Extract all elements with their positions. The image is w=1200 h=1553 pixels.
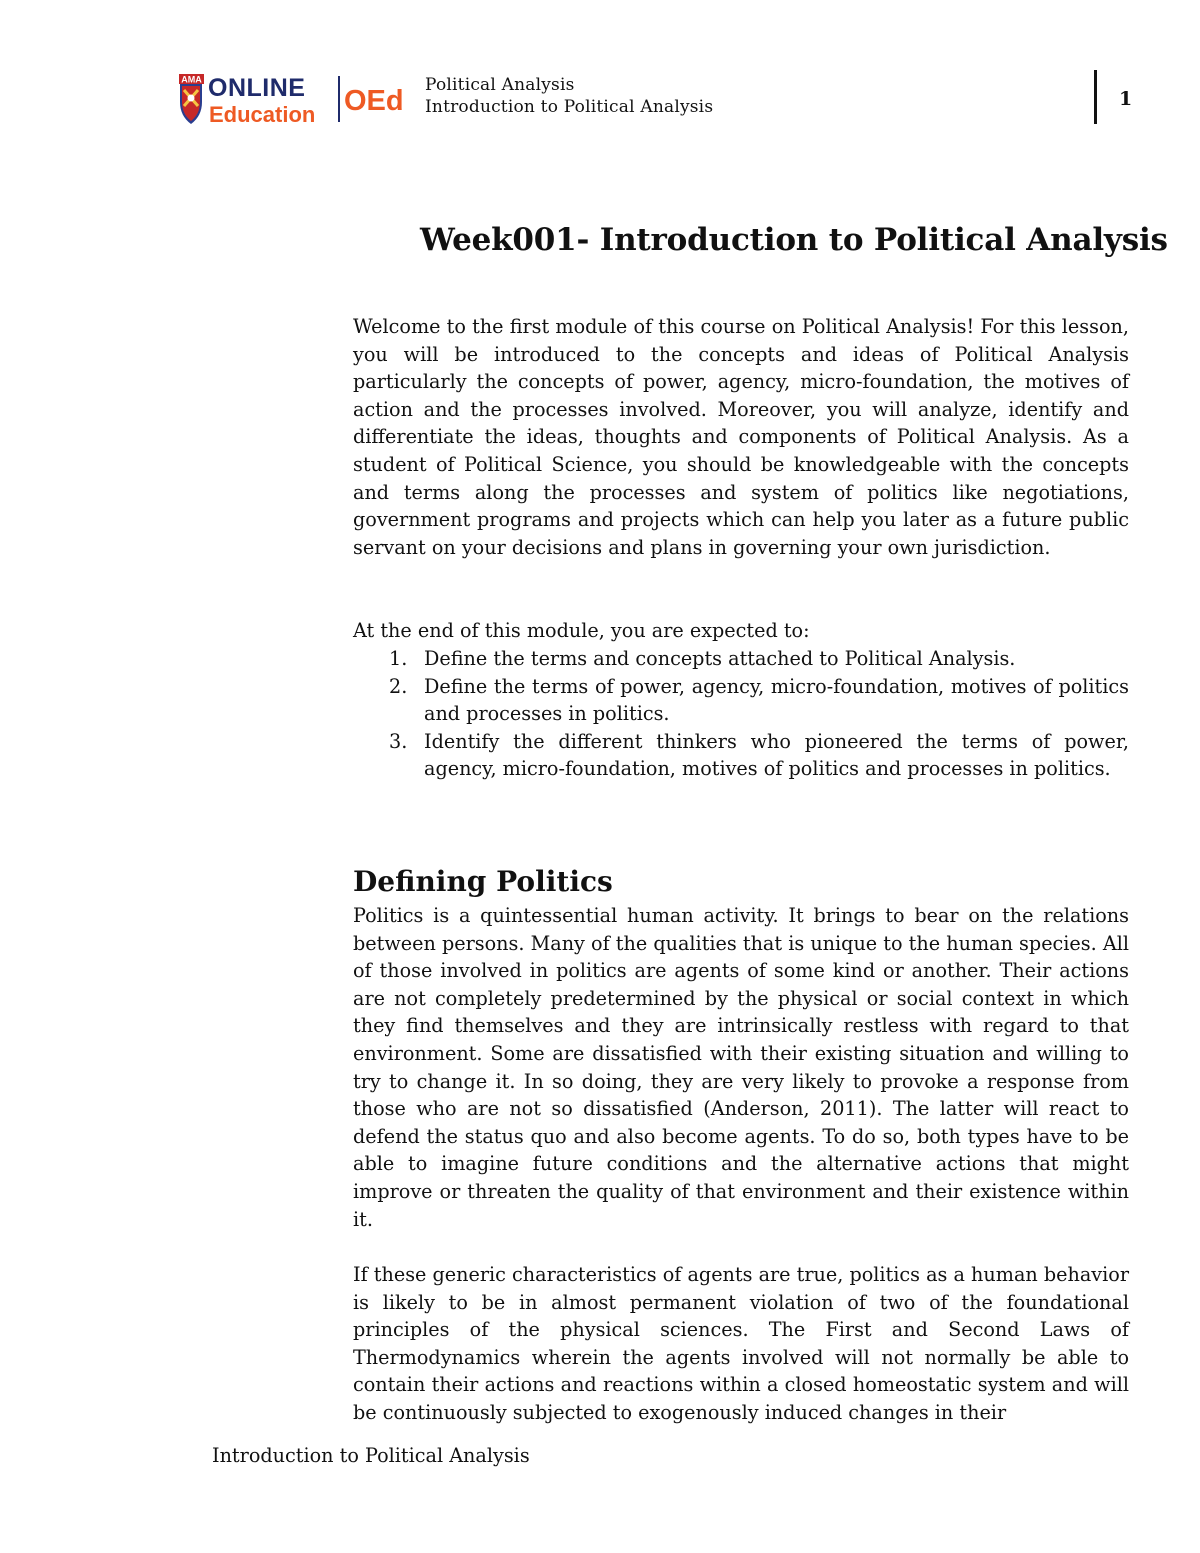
section-heading: Defining Politics <box>353 865 613 898</box>
list-item-text: Define the terms and concepts attached to Political Analysis. <box>424 647 1016 670</box>
svg-text:Education: Education <box>209 102 316 126</box>
intro-paragraph: Welcome to the first module of this course on Political Analysis! For this lesson, you will be introduced to the concepts and ideas of Political Analysis particularly the concepts of power, agency, micro-foundation, the motives of action and the processes involved. Moreover, you will analyze, identify and differentiate the ideas, thoughts and components of Political Analysis. As a student of Political Science, you should be knowledgeable with the concepts and terms along the processes and system of politics like negotiations, government programs and projects which can help you later as a future public servant on your decisions and plans in governing your own jurisdiction. <box>353 315 1129 559</box>
header-course: Political Analysis <box>425 75 575 95</box>
objectives-intro: At the end of this module, you are expected to: <box>353 619 810 642</box>
page-title: Week001- Introduction to Political Analysis <box>420 222 1168 258</box>
list-item <box>353 728 1129 783</box>
objectives-list <box>353 645 1129 783</box>
crest-icon <box>180 84 202 124</box>
list-item-number: 1. <box>389 647 408 670</box>
list-item-number: 2. <box>389 674 408 698</box>
footer-text: Introduction to Political Analysis <box>212 1444 530 1467</box>
page-number: 1 <box>1119 88 1133 110</box>
section-paragraph-1: Politics is a quintessential human activity. It brings to bear on the relations between persons. Many of the qualities that is unique to the human species. All of those involved in politics are agents of some kind or another. Their actions are not completely predetermined by the physical or social context in which they find themselves and they are intrinsically restless with regard to that environment. Some are dissatisfied with their existing situation and willing to try to change it. In so doing, they are very likely to provoke a response from those who are not so dissatisfied (Anderson, 2011). The latter will react to defend the status quo and also become agents. To do so, both types have to be able to imagine future conditions and the alternative actions that might improve or threaten the quality of that environment and their existence within it. <box>353 904 1129 1231</box>
svg-text:AMA: AMA <box>181 74 202 85</box>
header-module: Introduction to Political Analysis <box>425 97 714 117</box>
svg-text:ONLINE: ONLINE <box>208 74 306 102</box>
list-item-text: Define the terms of power, agency, micro-foundation, motives of politics and processes in politics. <box>424 674 1129 726</box>
header-text <box>425 74 713 118</box>
list-item-text: Identify the different thinkers who pioneered the terms of power, agency, micro-foundation, motives of politics and processes in politics. <box>424 729 1129 781</box>
header-divider <box>1094 70 1097 124</box>
list-item <box>353 645 1129 673</box>
list-item-number: 3. <box>389 729 408 753</box>
online-education-logo <box>178 72 414 126</box>
list-item <box>353 673 1129 728</box>
section-paragraph-2: If these generic characteristics of agents are true, politics as a human behavior is likely to be in almost permanent violation of two of the foundational principles of the physical sciences. The First and Second Laws of Thermodynamics wherein the agents involved will not normally be able to contain their actions and reactions within a closed homeostatic system and will be continuously subjected to exogenously induced changes in their <box>353 1263 1129 1424</box>
svg-text:OEd: OEd <box>344 85 404 117</box>
